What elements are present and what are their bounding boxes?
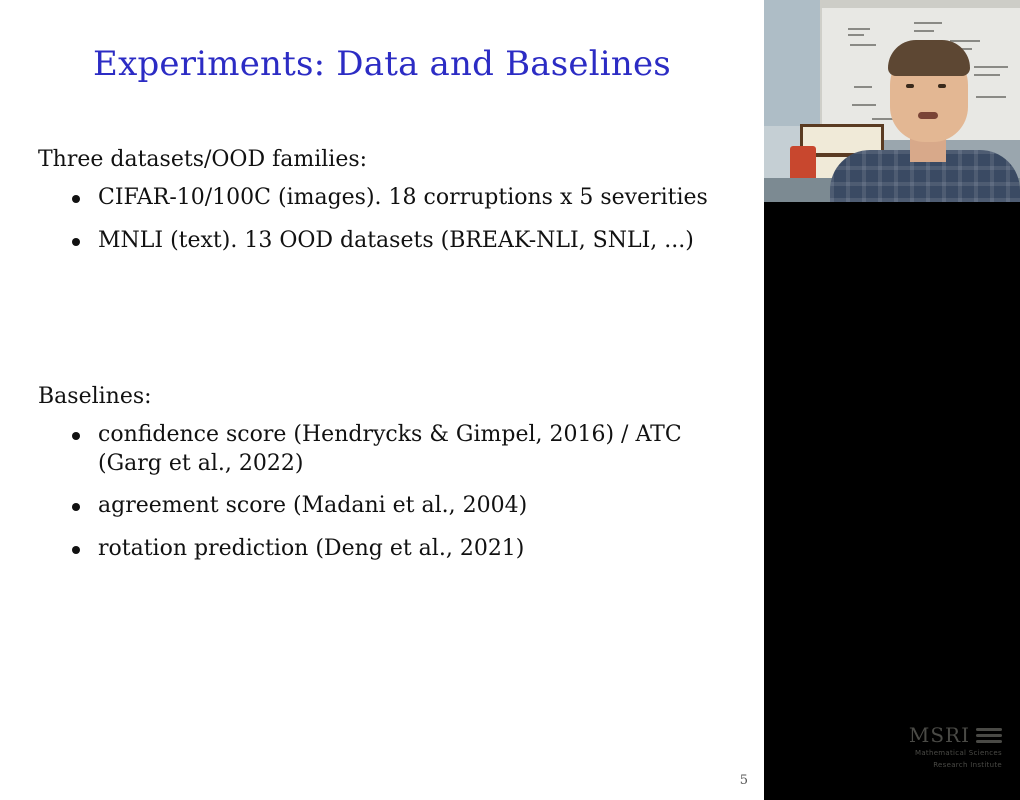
msri-subtitle-line2: Research Institute bbox=[933, 760, 1002, 769]
list-item bbox=[68, 535, 730, 564]
msri-subtitle-line1: Mathematical Sciences bbox=[914, 749, 1002, 758]
whiteboard-scribble bbox=[950, 40, 980, 42]
whiteboard-scribble bbox=[976, 96, 1006, 98]
section-datasets-lead: Three datasets/OOD families: bbox=[38, 147, 368, 172]
video-column bbox=[764, 0, 1020, 800]
whiteboard-scribble bbox=[848, 28, 870, 30]
presenter-mouth bbox=[918, 112, 938, 119]
list-item-text: MNLI (text). 13 OOD datasets (BREAK-NLI, SNLI, ...) bbox=[98, 227, 694, 253]
whiteboard-scribble bbox=[848, 34, 864, 36]
list-item bbox=[68, 227, 730, 256]
whiteboard-scribble bbox=[914, 22, 942, 24]
presenter-webcam[interactable] bbox=[764, 0, 1020, 202]
slide-title: Experiments: Data and Baselines bbox=[93, 44, 671, 84]
video-empty-area bbox=[764, 202, 1020, 800]
bullet-dot-icon bbox=[72, 546, 80, 554]
bullet-dot-icon bbox=[72, 503, 80, 511]
bullet-dot-icon bbox=[72, 195, 80, 203]
section-baselines bbox=[38, 383, 730, 578]
section-datasets bbox=[38, 146, 730, 269]
list-item bbox=[68, 184, 730, 213]
list-item-text: confidence score (Hendrycks & Gimpel, 2016) / ATC (Garg et al., 2022) bbox=[98, 422, 682, 476]
section-datasets-list bbox=[38, 184, 730, 255]
whiteboard-scribble bbox=[854, 86, 872, 88]
whiteboard-scribble bbox=[914, 30, 934, 32]
list-item-text: agreement score (Madani et al., 2004) bbox=[98, 493, 528, 519]
list-item-text: CIFAR-10/100C (images). 18 corruptions x 5 severities bbox=[98, 185, 708, 211]
slide-content bbox=[8, 8, 756, 792]
msri-mark-icon bbox=[976, 726, 1002, 744]
presenter-hair bbox=[888, 40, 970, 76]
whiteboard-scribble bbox=[850, 44, 876, 46]
section-baselines-lead: Baselines: bbox=[38, 384, 152, 409]
presenter-eye-right bbox=[938, 84, 946, 88]
presenter-eye-left bbox=[906, 84, 914, 88]
bullet-dot-icon bbox=[72, 238, 80, 246]
whiteboard-scribble bbox=[974, 66, 1008, 68]
list-item bbox=[68, 492, 730, 521]
page-number: 5 bbox=[739, 773, 748, 788]
whiteboard-tray bbox=[820, 0, 1020, 8]
whiteboard-scribble bbox=[974, 74, 1000, 76]
msri-wordmark: MSRI bbox=[908, 723, 970, 748]
wall-background bbox=[764, 0, 822, 126]
list-item bbox=[68, 421, 730, 478]
whiteboard-scribble bbox=[852, 104, 876, 106]
section-baselines-list bbox=[38, 421, 730, 563]
list-item-text: rotation prediction (Deng et al., 2021) bbox=[98, 535, 525, 561]
msri-logo bbox=[882, 723, 1002, 770]
bullet-dot-icon bbox=[72, 432, 80, 440]
